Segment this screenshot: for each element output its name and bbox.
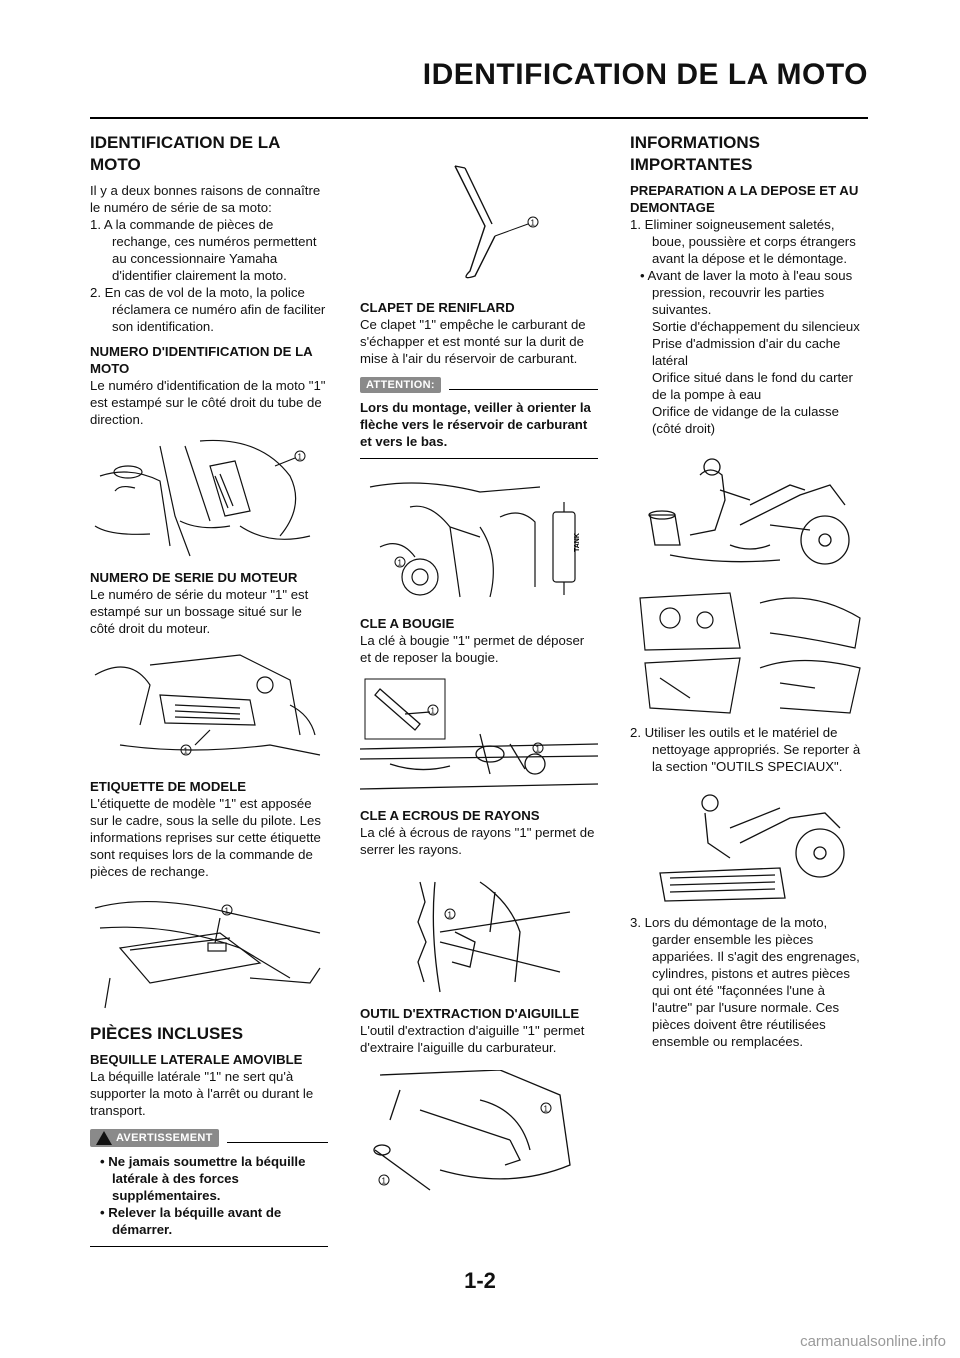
covered-part: Prise d'admission d'air du cache latéral — [652, 336, 841, 368]
model-label-heading: ETIQUETTE DE MODELE — [90, 779, 247, 794]
spark-plug-wrench-text: La clé à bougie "1" permet de déposer et de reposer la bougie. — [360, 633, 585, 665]
list-item: 3. Lors du démontage de la moto, garder ensemble les pièces appariées. Il s'agit des engrenages, cylindres, pistons et autres pièces qui ont été "façonnées l'une à l'autre" par l'usure normale. Ces pièces doivent être réutilisées ensemble ou remplacées. — [630, 915, 860, 1049]
spoke-wrench-text: La clé à écrous de rayons "1" permet de serrer les rayons. — [360, 825, 595, 857]
callout-1: 1 — [530, 218, 535, 228]
section-title-included-parts: PIÈCES INCLUSES — [90, 1024, 244, 1043]
model-label-text: L'étiquette de modèle "1" est apposée sur le cadre, sous la selle du pilote. Les informations reprises sur cette étiquette sont requises lors de la commande de pièces de rechange. — [90, 796, 321, 879]
callout-1: 1 — [381, 1176, 386, 1186]
engine-illustration — [90, 645, 328, 770]
callout-1: 1 — [447, 910, 452, 920]
breather-valve-heading: CLAPET DE RENIFLARD — [360, 300, 515, 315]
spoke-wrench-illustration — [360, 872, 598, 997]
covered-part: Orifice situé dans le fond du carter de la pompe à eau — [652, 370, 853, 402]
washing-motorcycle-illustration — [630, 445, 868, 580]
list-item: • Relever la béquille avant de démarrer. — [100, 1205, 282, 1237]
divider — [227, 1142, 328, 1143]
warning-header — [90, 1129, 328, 1147]
header-rule — [90, 117, 868, 119]
vin-heading: NUMERO D'IDENTIFICATION DE LA MOTO — [90, 344, 313, 376]
column-middle — [360, 128, 598, 1206]
tank-label: TANK — [574, 533, 581, 552]
wash-bullet-list — [630, 267, 868, 318]
needle-puller-illustration — [360, 1070, 598, 1200]
list-item: 2. Utiliser les outils et le matériel de nettoyage appropriés. Se reporter à la section "OUTILS SPECIAUX". — [630, 725, 861, 774]
callout-1: 1 — [297, 452, 302, 462]
spark-plug-wrench-illustration — [360, 674, 598, 799]
section-title-important-info: INFORMATIONS IMPORTANTES — [630, 133, 761, 174]
page-header-title: IDENTIFICATION DE LA MOTO — [422, 58, 868, 91]
column-right — [630, 128, 868, 1050]
warning-icon — [96, 1131, 112, 1145]
prep-list-continued — [630, 724, 868, 775]
list-item: • Avant de laver la moto à l'eau sous pression, recouvrir les parties suivantes. — [640, 268, 853, 317]
list-item: • Ne jamais soumettre la béquille latérale à des forces supplémentaires. — [100, 1154, 306, 1203]
callout-1: 1 — [183, 746, 188, 756]
needle-puller-heading: OUTIL D'EXTRACTION D'AIGUILLE — [360, 1006, 580, 1021]
prep-list — [630, 216, 868, 267]
warning-label: AVERTISSEMENT — [116, 1131, 213, 1144]
covered-part: Sortie d'échappement du silencieux — [652, 319, 860, 334]
side-stand-text: La béquille latérale "1" ne sert qu'à supporter la moto à l'arrêt ou durant le transport. — [90, 1069, 314, 1118]
callout-1: 1 — [543, 1104, 548, 1114]
breather-valve-text: Ce clapet "1" empêche le carburant de s'échapper et est monté sur la durit de mise à l'air du réservoir de carburant. — [360, 317, 586, 366]
needle-puller-text: L'outil d'extraction d'aiguille "1" permet d'extraire l'aiguille du carburateur. — [360, 1023, 585, 1055]
tools-cleaning-illustration — [630, 783, 868, 908]
steering-head-illustration — [90, 436, 328, 561]
prep-list-final — [630, 914, 868, 1050]
spoke-wrench-heading: CLE A ECROUS DE RAYONS — [360, 808, 540, 823]
side-stand-illustration — [360, 156, 598, 291]
divider — [449, 389, 598, 390]
engine-serial-heading: NUMERO DE SERIE DU MOTEUR — [90, 570, 298, 585]
warning-list — [90, 1153, 328, 1247]
page-number: 1-2 — [464, 1268, 496, 1293]
list-item: 1. Eliminer soigneusement saletés, boue, poussière et corps étrangers avant la dépose et le démontage. — [630, 217, 856, 266]
side-stand-heading: BEQUILLE LATERALE AMOVIBLE — [90, 1052, 303, 1067]
column-left — [90, 128, 328, 1247]
list-item: 2. En cas de vol de la moto, la police réclamera ce numéro afin de faciliter son identification. — [90, 285, 326, 334]
reasons-list — [90, 216, 328, 335]
watermark: carmanualsonline.info — [800, 1333, 946, 1350]
covered-parts-illustration — [630, 588, 868, 718]
intro-text: Il y a deux bonnes raisons de connaître le numéro de série de sa moto: — [90, 183, 321, 215]
attention-badge: ATTENTION: — [360, 377, 441, 393]
spark-plug-wrench-heading: CLE A BOUGIE — [360, 616, 455, 631]
model-label-illustration — [90, 888, 328, 1013]
engine-serial-text: Le numéro de série du moteur "1" est estampé sur un bossage situé sur le côté droit du moteur. — [90, 587, 309, 636]
callout-1: 1 — [397, 558, 402, 568]
covered-part: Orifice de vidange de la culasse (côté droit) — [652, 404, 839, 436]
callout-1: 1 — [430, 706, 435, 716]
section-title-identification: IDENTIFICATION DE LA MOTO — [90, 133, 280, 174]
callout-1: 1 — [535, 744, 540, 754]
attention-header — [360, 377, 598, 393]
breather-valve-illustration — [360, 467, 598, 607]
attention-text: Lors du montage, veiller à orienter la flèche vers le réservoir de carburant et vers le bas. — [360, 399, 598, 459]
warning-badge — [90, 1129, 219, 1147]
callout-1: 1 — [224, 906, 229, 916]
vin-text: Le numéro d'identification de la moto "1" est estampé sur le côté droit du tube de direction. — [90, 378, 326, 427]
list-item: 1. A la commande de pièces de rechange, ces numéros permettent au concessionnaire Yamaha d'identifier clairement la moto. — [90, 217, 317, 283]
prep-heading: PREPARATION A LA DEPOSE ET AU DEMONTAGE — [630, 183, 859, 215]
